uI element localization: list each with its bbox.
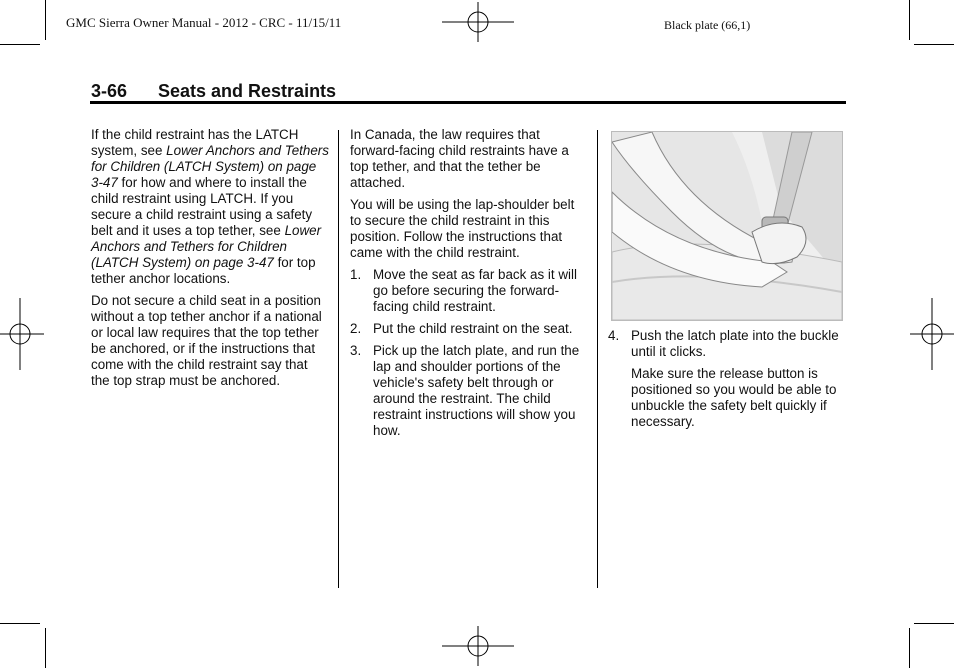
crop-mark <box>45 0 46 40</box>
buckle-illustration <box>611 131 843 321</box>
registration-mark-icon <box>0 298 44 370</box>
column-divider <box>597 130 598 588</box>
section-title: Seats and Restraints <box>158 81 337 101</box>
paragraph: In Canada, the law requires that forward-facing child restraints have a top tether, and that the tether be attached. <box>350 127 569 190</box>
header-rule <box>90 101 846 104</box>
list-item: 4. Push the latch plate into the buckle until it clicks. <box>608 328 839 359</box>
list-item: 1. Move the seat as far back as it will go before securing the forward-facing child restraint. <box>350 267 577 314</box>
crop-mark <box>0 623 40 624</box>
paragraph: You will be using the lap-shoulder belt to secure the child restraint in this position. Follow the instructions that came with the child restraint. <box>350 197 575 260</box>
column-1 <box>91 127 329 395</box>
registration-mark-icon <box>910 298 954 370</box>
cross-reference-link[interactable]: Lower Anchors and Tethers for Children (LATCH System) on page 3-47 <box>91 223 322 270</box>
doc-title: GMC Sierra Owner Manual - 2012 - CRC - 11/15/11 <box>66 15 342 30</box>
crop-mark <box>45 628 46 668</box>
crop-mark <box>909 0 910 40</box>
column-2 <box>350 127 588 445</box>
column-3 <box>608 328 844 436</box>
registration-mark-icon <box>442 626 514 666</box>
crop-mark <box>909 628 910 668</box>
crop-mark <box>914 623 954 624</box>
crop-mark <box>0 44 40 45</box>
list-item: 2. Put the child restraint on the seat. <box>350 321 573 336</box>
column-divider <box>338 130 339 588</box>
paragraph: If the child restraint has the LATCH system, see Lower Anchors and Tethers for Children (LATCH System) on page 3-47 for how and where to install the child restraint using LATCH. If you secure a child restraint using a safety belt and it uses a top tether, see Lower Anchors and Tethers for Children (LATCH System) on page 3-47 for top tether anchor locations. <box>91 127 329 286</box>
plate-label: Black plate (66,1) <box>664 18 751 32</box>
list-item: 3. Pick up the latch plate, and run the lap and shoulder portions of the vehicle's safety belt through or around the restraint. The child restraint instructions will show you how. <box>350 343 580 438</box>
paragraph: Do not secure a child seat in a position without a top tether anchor if a national or local law requires that the top tether be anchored, or if the instructions that come with the child restraint say that the top strap must be anchored. <box>91 293 322 388</box>
page-number: 3-66 <box>91 81 128 101</box>
crop-mark <box>914 44 954 45</box>
cross-reference-link[interactable]: Lower Anchors and Tethers for Children (LATCH System) on page 3-47 <box>91 143 329 190</box>
registration-mark-icon <box>442 2 514 42</box>
paragraph: Make sure the release button is positioned so you would be able to unbuckle the safety belt quickly if necessary. <box>631 366 837 429</box>
